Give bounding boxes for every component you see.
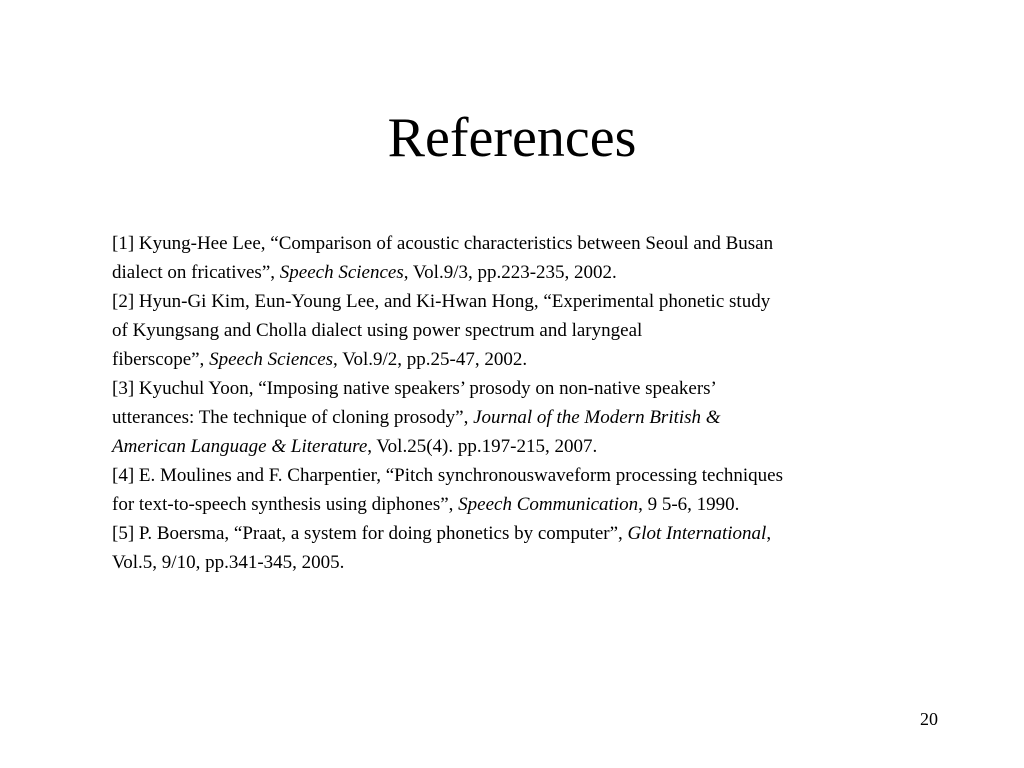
reference-text: , Vol.9/2, pp.25-47, 2002. [333,349,528,370]
reference-line [112,345,932,374]
reference-line [112,519,932,548]
publication-title: American Language & Literature [112,436,368,457]
reference-line [112,490,932,519]
reference-item [112,374,932,461]
reference-text: of Kyungsang and Cholla dialect using power spectrum and laryngeal [112,320,643,341]
reference-text: [5] P. Boersma, “Praat, a system for doing phonetics by computer”, [112,523,628,544]
reference-text: [4] E. Moulines and F. Charpentier, “Pitch synchronouswaveform processing techniques [112,465,784,486]
reference-line [112,229,932,258]
reference-line [112,432,932,461]
reference-text: , 9 5-6, 1990. [638,494,740,515]
reference-line [112,316,932,345]
slide-title: References [387,107,637,169]
reference-text: , Vol.9/3, pp.223-235, 2002. [403,262,617,283]
reference-item [112,287,932,374]
reference-list [112,229,932,577]
reference-line [112,374,932,403]
publication-title: Speech Communication [458,494,639,515]
reference-line [112,403,932,432]
publication-title: Journal of the Modern British & [473,407,721,428]
reference-text: [2] Hyun-Gi Kim, Eun-Young Lee, and Ki-Hwan Hong, “Experimental phonetic study [112,291,771,312]
reference-text: Vol.5, 9/10, pp.341-345, 2005. [112,552,345,573]
page-number: 20 [920,709,938,729]
reference-item [112,519,932,577]
reference-text: fiberscope”, [112,349,210,370]
publication-title: Glot International [627,523,767,544]
reference-text: [1] Kyung-Hee Lee, “Comparison of acoustic characteristics between Seoul and Busan [112,233,774,254]
reference-line [112,287,932,316]
reference-line [112,548,932,577]
reference-text: , [766,523,772,544]
reference-text: for text-to-speech synthesis using diphones”, [112,494,459,515]
reference-line [112,258,932,287]
reference-item [112,461,932,519]
reference-text: , Vol.25(4). pp.197-215, 2007. [367,436,598,457]
reference-text: [3] Kyuchul Yoon, “Imposing native speakers’ prosody on non-native speakers’ [112,378,717,399]
publication-title: Speech Sciences [279,262,404,283]
reference-line [112,461,932,490]
publication-title: Speech Sciences [209,349,334,370]
reference-text: dialect on fricatives”, [112,262,280,283]
reference-item [112,229,932,287]
reference-text: utterances: The technique of cloning prosody”, [112,407,474,428]
